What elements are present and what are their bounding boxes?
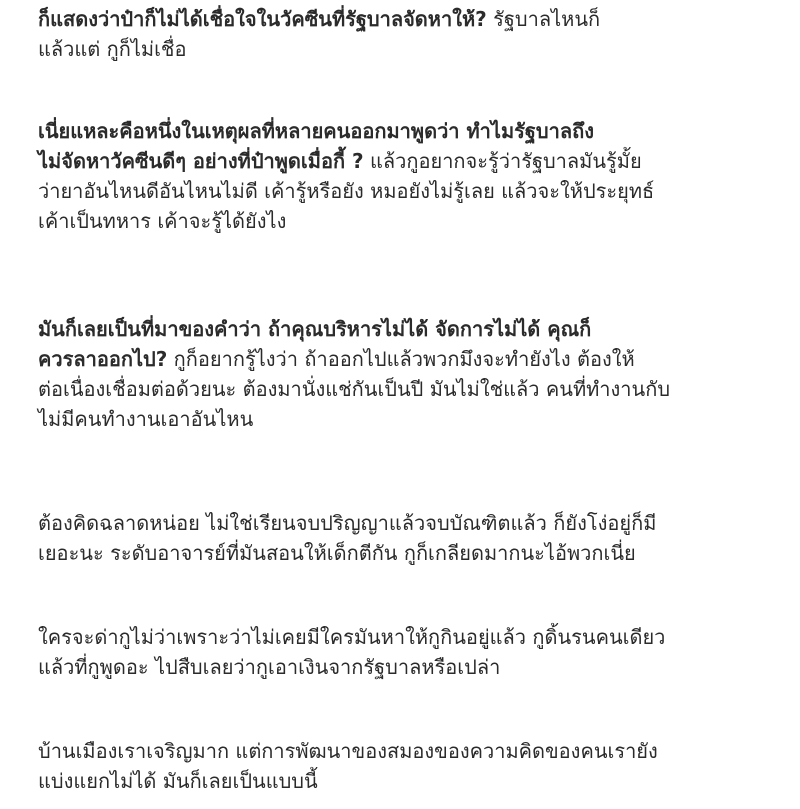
paragraph-line: [38, 622, 665, 652]
body-text: แล้วแต่ กูก็ไม่เชื่อ: [38, 37, 187, 61]
body-text: กูก็อยากรู้ไงว่า ถ้าออกไปแล้วพวกมึงจะทำยังไง ต้องให้: [167, 347, 635, 371]
paragraph-line: [38, 736, 658, 766]
paragraph-line: [38, 508, 656, 538]
body-text: เยอะนะ ระดับอาจารย์ที่มันสอนให้เด็กตีกัน กูก็เกลียดมากนะไอ้พวกเนี่ย: [38, 541, 636, 565]
body-text: แล้วกูอยากจะรู้ว่ารัฐบาลมันรู้มั้ย: [363, 149, 642, 173]
body-text: แบ่งแยกไม่ได้ มันก็เลยเป็นแบบนี้: [38, 769, 318, 793]
bold-text: เนี่ยแหละคือหนึ่งในเหตุผลที่หลายคนออกมาพูดว่า ทำไมรัฐบาลถึง: [38, 119, 594, 143]
paragraph-line: [38, 34, 600, 64]
paragraph-line: [38, 116, 654, 146]
paragraph-line: [38, 4, 600, 34]
paragraph-1: [38, 4, 600, 64]
body-text: ใครจะด่ากูไม่ว่าเพราะว่าไม่เคยมีใครมันหาให้กูกินอยู่แล้ว กูดิ้นรนคนเดียว: [38, 625, 666, 649]
body-text: แล้วที่กูพูดอะ ไปสืบเลยว่ากูเอาเงินจากรัฐบาลหรือเปล่า: [38, 655, 501, 679]
body-text: ว่ายาอันไหนดีอันไหนไม่ดี เค้ารู้หรือยัง หมอยังไม่รู้เลย แล้วจะให้ประยุทธ์: [38, 179, 655, 203]
bold-text: มันก็เลยเป็นที่มาของคำว่า ถ้าคุณบริหารไม่ได้ จัดการไม่ได้ คุณก็: [38, 317, 592, 341]
body-text: รัฐบาลไหนก็: [486, 7, 601, 31]
paragraph-4: [38, 508, 656, 568]
body-text: บ้านเมืองเราเจริญมาก แต่การพัฒนาของสมองของความคิดของคนเรายัง: [38, 739, 658, 763]
paragraph-line: [38, 374, 670, 404]
paragraph-6: [38, 736, 658, 796]
bold-text: ควรลาออกไป?: [38, 347, 168, 371]
body-text: ไม่มีคนทำงานเอาอันไหน: [38, 407, 254, 431]
body-text: เค้าเป็นทหาร เค้าจะรู้ได้ยังไง: [38, 209, 287, 233]
bold-text: ก็แสดงว่าป๋าก็ไม่ได้เชื่อใจในวัคซีนที่รัฐบาลจัดหาให้?: [38, 7, 487, 31]
paragraph-2: [38, 116, 654, 236]
paragraph-line: [38, 538, 656, 568]
paragraph-line: [38, 176, 654, 206]
paragraph-5: [38, 622, 665, 682]
paragraph-line: [38, 652, 665, 682]
paragraph-line: [38, 146, 654, 176]
paragraph-line: [38, 766, 658, 796]
body-text: ต้องคิดฉลาดหน่อย ไม่ใช่เรียนจบปริญญาแล้วจบบัณฑิตแล้ว ก็ยังโง่อยู่ก็มี: [38, 511, 657, 535]
body-text: ต่อเนื่องเชื่อมต่อด้วยนะ ต้องมานั่งแช่กันเป็นปี มันไม่ใช่แล้ว คนที่ทำงานกับ: [38, 377, 671, 401]
paragraph-line: [38, 404, 670, 434]
paragraph-3: [38, 314, 670, 434]
paragraph-line: [38, 206, 654, 236]
paragraph-line: [38, 314, 670, 344]
paragraph-line: [38, 344, 670, 374]
bold-text: ไม่จัดหาวัคซีนดีๆ อย่างที่ป๋าพูดเมื่อกี้ ?: [38, 149, 364, 173]
